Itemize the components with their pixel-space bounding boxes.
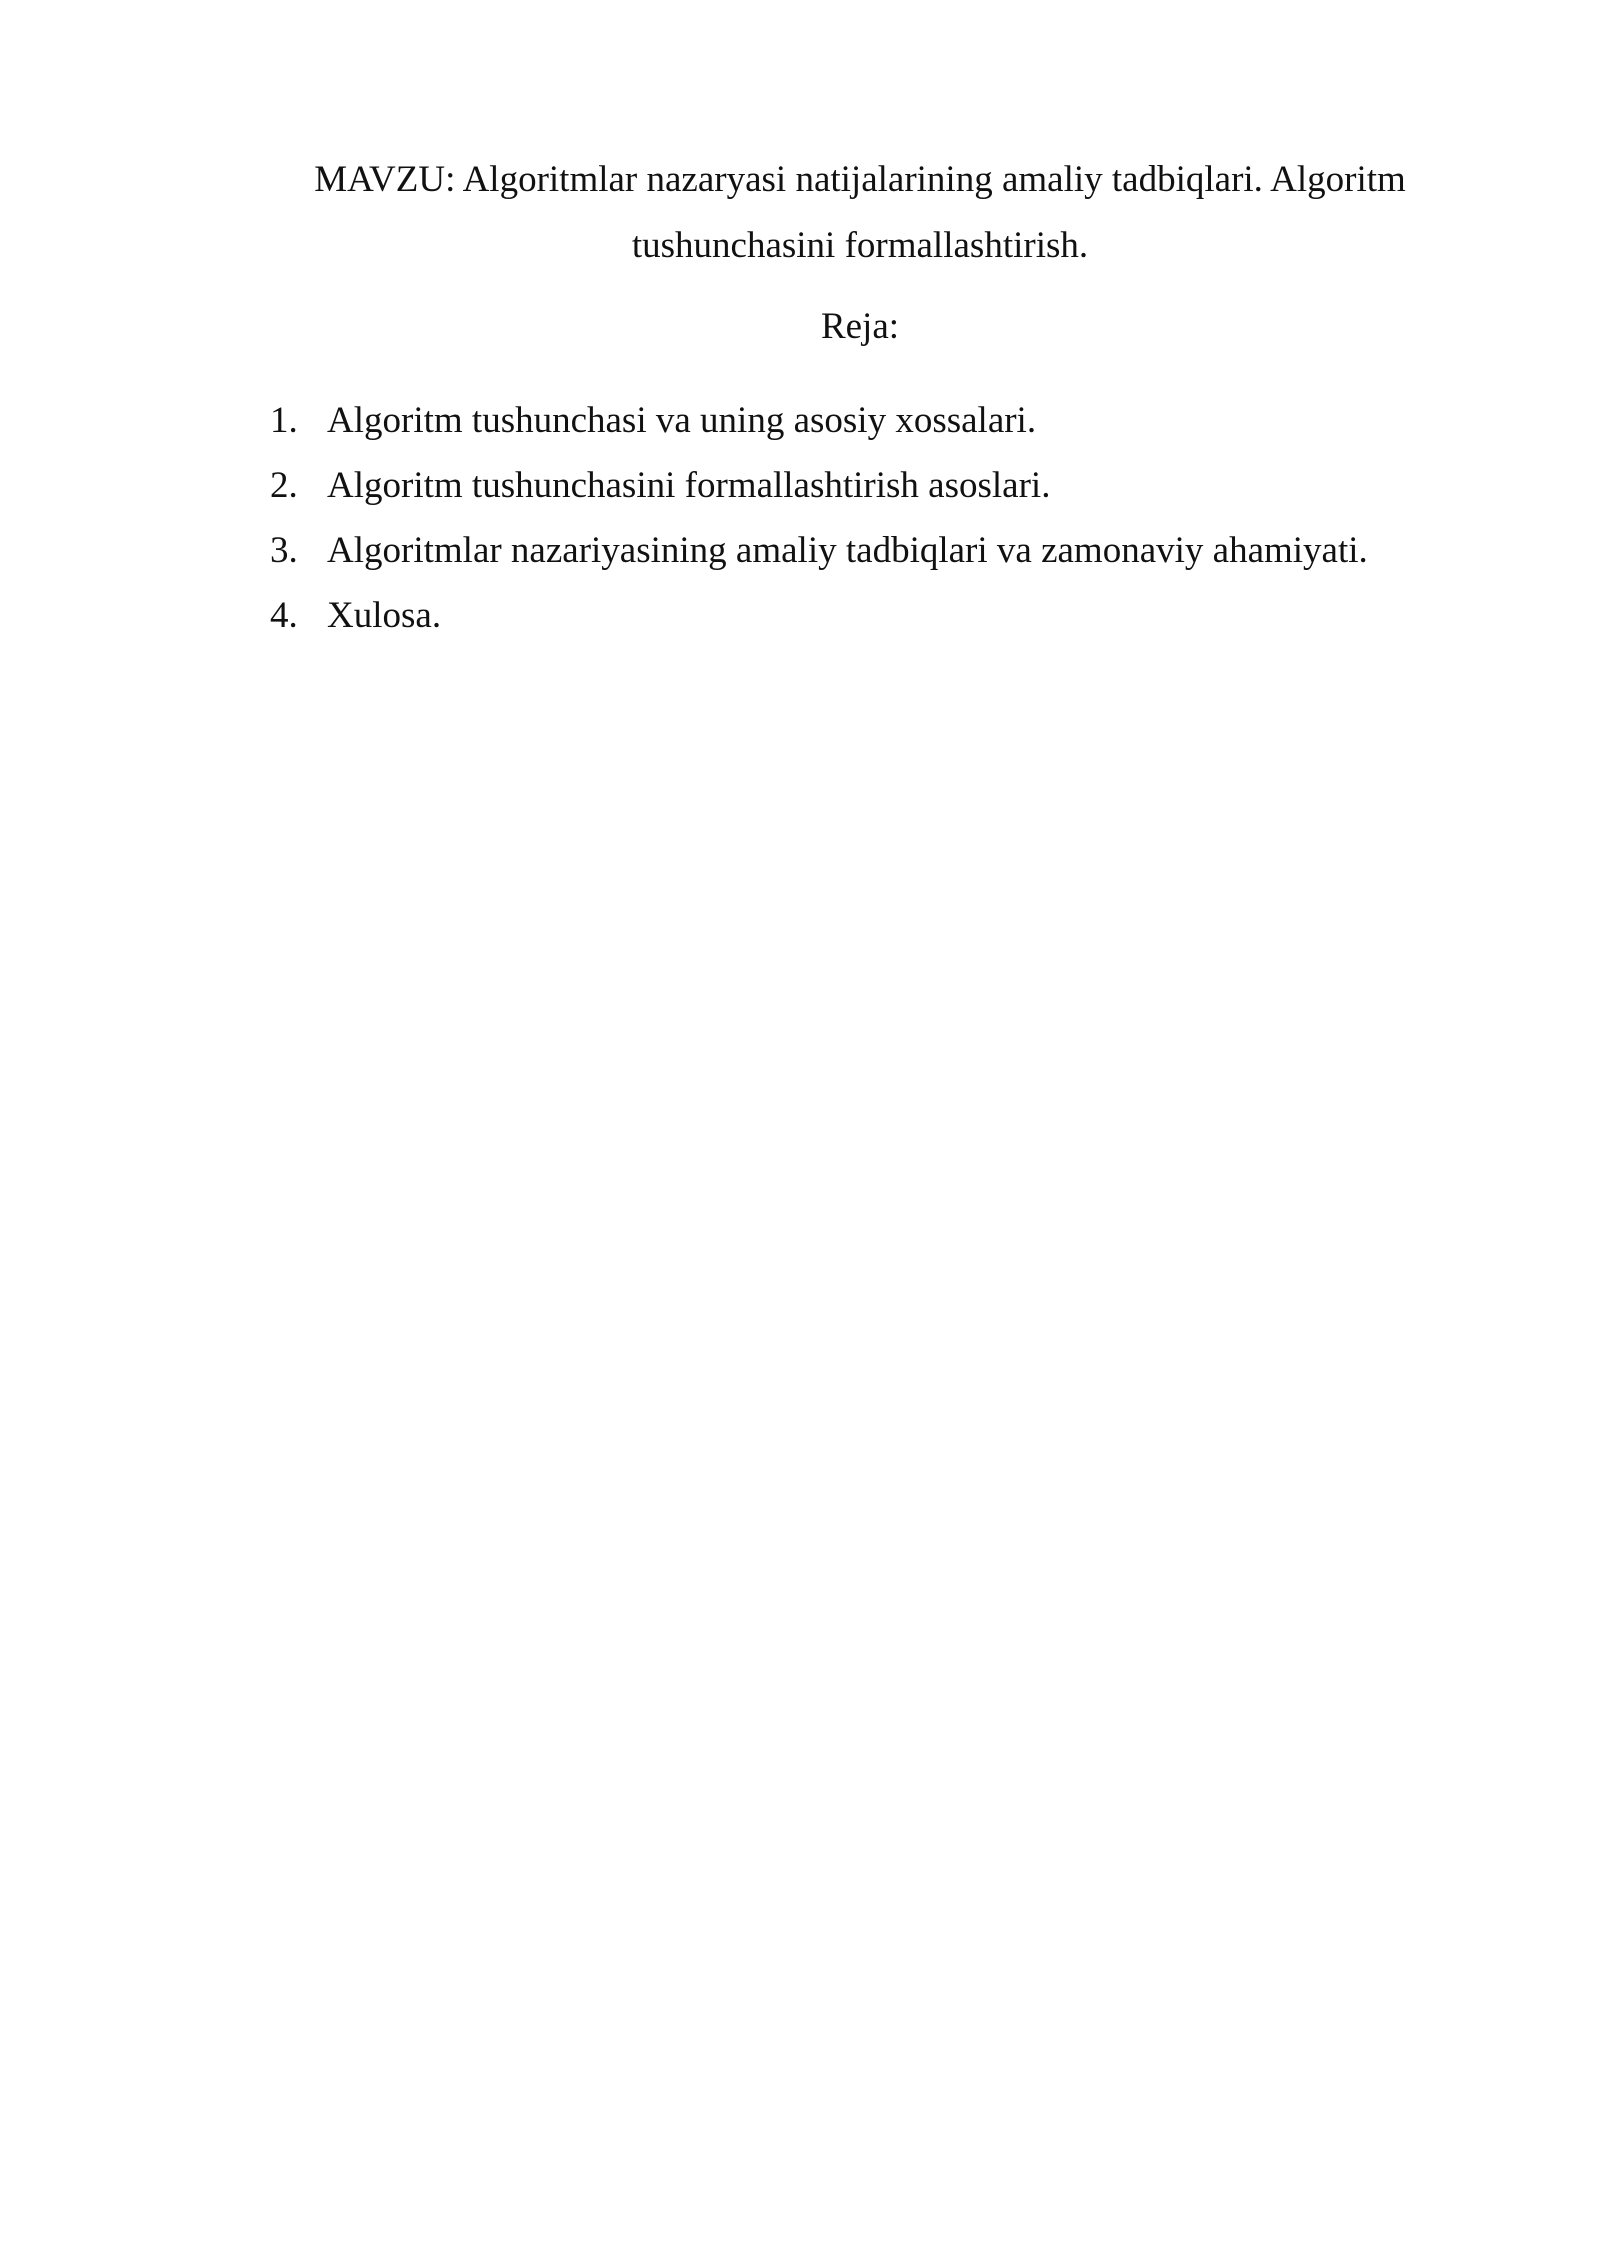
document-title bbox=[270, 147, 1450, 279]
plan-item-text: Algoritmlar nazariyasining amaliy tadbiqlari va zamonaviy ahamiyati. bbox=[327, 530, 1368, 571]
plan-item-text: Xulosa. bbox=[327, 595, 442, 636]
plan-item-4 bbox=[270, 583, 1450, 648]
plan-item-number: 1. bbox=[270, 400, 298, 441]
plan-heading: Reja: bbox=[820, 306, 900, 347]
plan-item-3 bbox=[270, 518, 1450, 583]
plan-item-number: 2. bbox=[270, 465, 298, 506]
title-line-2: tushunchasini formallashtirish. bbox=[631, 225, 1089, 266]
plan-item-2 bbox=[270, 453, 1450, 518]
plan-item-1 bbox=[270, 388, 1450, 453]
plan-list bbox=[270, 388, 1450, 648]
plan-item-text: Algoritm tushunchasi va uning asosiy xossalari. bbox=[327, 400, 1037, 441]
plan-item-number: 4. bbox=[270, 595, 298, 636]
plan-item-text: Algoritm tushunchasini formallashtirish asoslari. bbox=[327, 465, 1051, 506]
title-line-1: MAVZU: Algoritmlar nazaryasi natijalarining amaliy tadbiqlari. Algoritm bbox=[314, 159, 1406, 200]
plan-item-number: 3. bbox=[270, 530, 298, 571]
